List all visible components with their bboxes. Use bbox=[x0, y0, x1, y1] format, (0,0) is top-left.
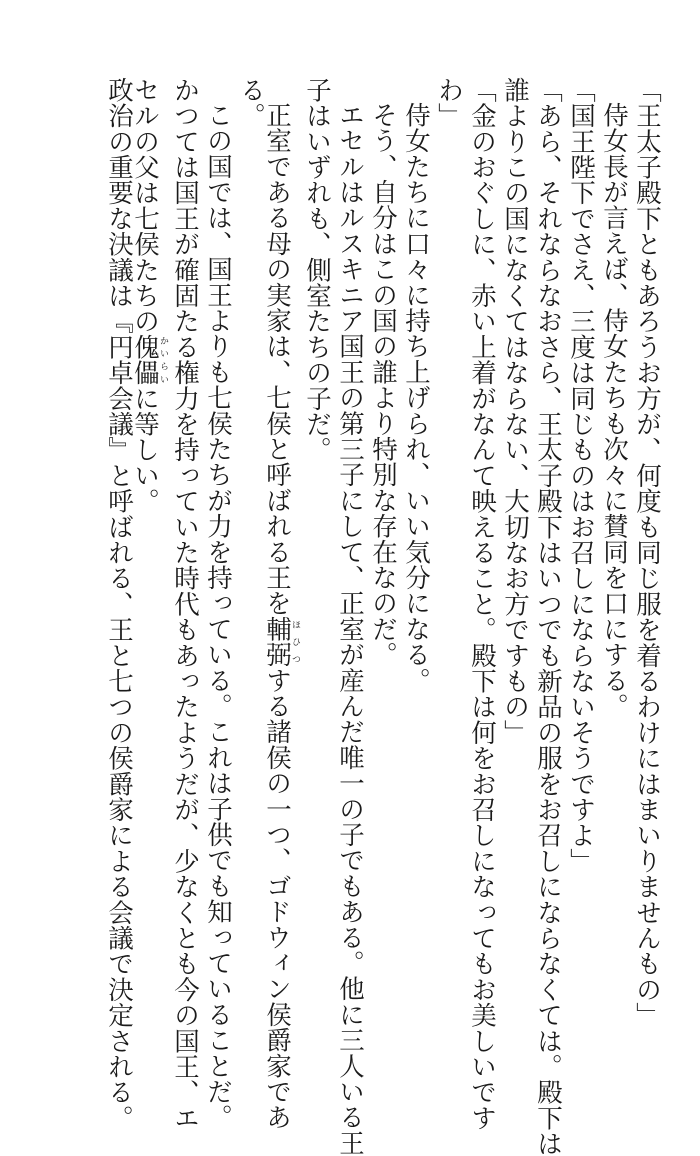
text-line-8: 侍女たちに口々に持ち上げられ、いい気分になる。 bbox=[401, 102, 431, 694]
text-line-5: 誰よりこの国になくてはならない、大切なお方ですもの」 bbox=[500, 77, 530, 746]
text-line-6: 「金のおぐしに、赤い上着がなんて映えること。殿下は何をお召しになってもお美しいです bbox=[467, 77, 497, 1131]
ruby-hohitsu-base: 輔弼 bbox=[262, 616, 292, 668]
text-line-13: る。 bbox=[236, 77, 266, 129]
ruby-kairai-reading: かいらい bbox=[158, 334, 168, 386]
text-line-4: 「あら、それならなおさら、王太子殿下はいつでも新品の服をお召しにならなくては。殿下は bbox=[533, 77, 563, 1156]
text-line-14: この国では、国王よりも七侯たちが力を持っている。これは子供でも知っていることだ。 bbox=[203, 102, 233, 1130]
ruby-kairai-base: 傀儡 bbox=[130, 334, 160, 386]
text-line-1: 「王太子殿下ともあろうお方が、何度も同じ服を着るわけにはまいりませんもの」 bbox=[632, 77, 662, 1028]
ruby-hohitsu-reading: ほひつ bbox=[290, 616, 300, 668]
text-line-17: 政治の重要な決議は『円卓会議』と呼ばれる、王と七つの侯爵家による会議で決定される。 bbox=[104, 77, 134, 1131]
text-line-3: 「国王陛下でさえ、三度は同じものはお召しにならないそうですよ」 bbox=[566, 77, 596, 874]
text-line-9: そう、自分はこの国の誰より特別な存在なのだ。 bbox=[368, 102, 398, 668]
text-line-12 bbox=[262, 102, 300, 1131]
text-line-15: かつては国王が確固たる権力を持っていた時代もあったようだが、少なくとも今の国王、エ bbox=[170, 77, 200, 1131]
ruby-hohitsu bbox=[262, 616, 300, 668]
text-line-7: わ」 bbox=[434, 77, 464, 129]
text-line-10: エセルはルスキニア国王の第三子にして、正室が産んだ唯一の子でもある。他に三人いる王 bbox=[335, 102, 365, 1156]
text-line-16 bbox=[130, 77, 168, 514]
text-line-12-part-1: 正室である母の実家は、七侯と呼ばれる王を bbox=[262, 102, 292, 616]
text-line-16-part-2: に等しい。 bbox=[130, 385, 160, 514]
text-line-2: 侍女長が言えば、侍女たちも次々に賛同を口にする。 bbox=[599, 102, 629, 719]
text-line-16-part-1: セルの父は七侯たちの bbox=[130, 77, 160, 334]
text-line-11: 子はいずれも、側室たちの子だ。 bbox=[302, 77, 332, 463]
text-line-12-part-2: する諸侯の一つ、ゴドウィン侯爵家であ bbox=[262, 667, 292, 1131]
